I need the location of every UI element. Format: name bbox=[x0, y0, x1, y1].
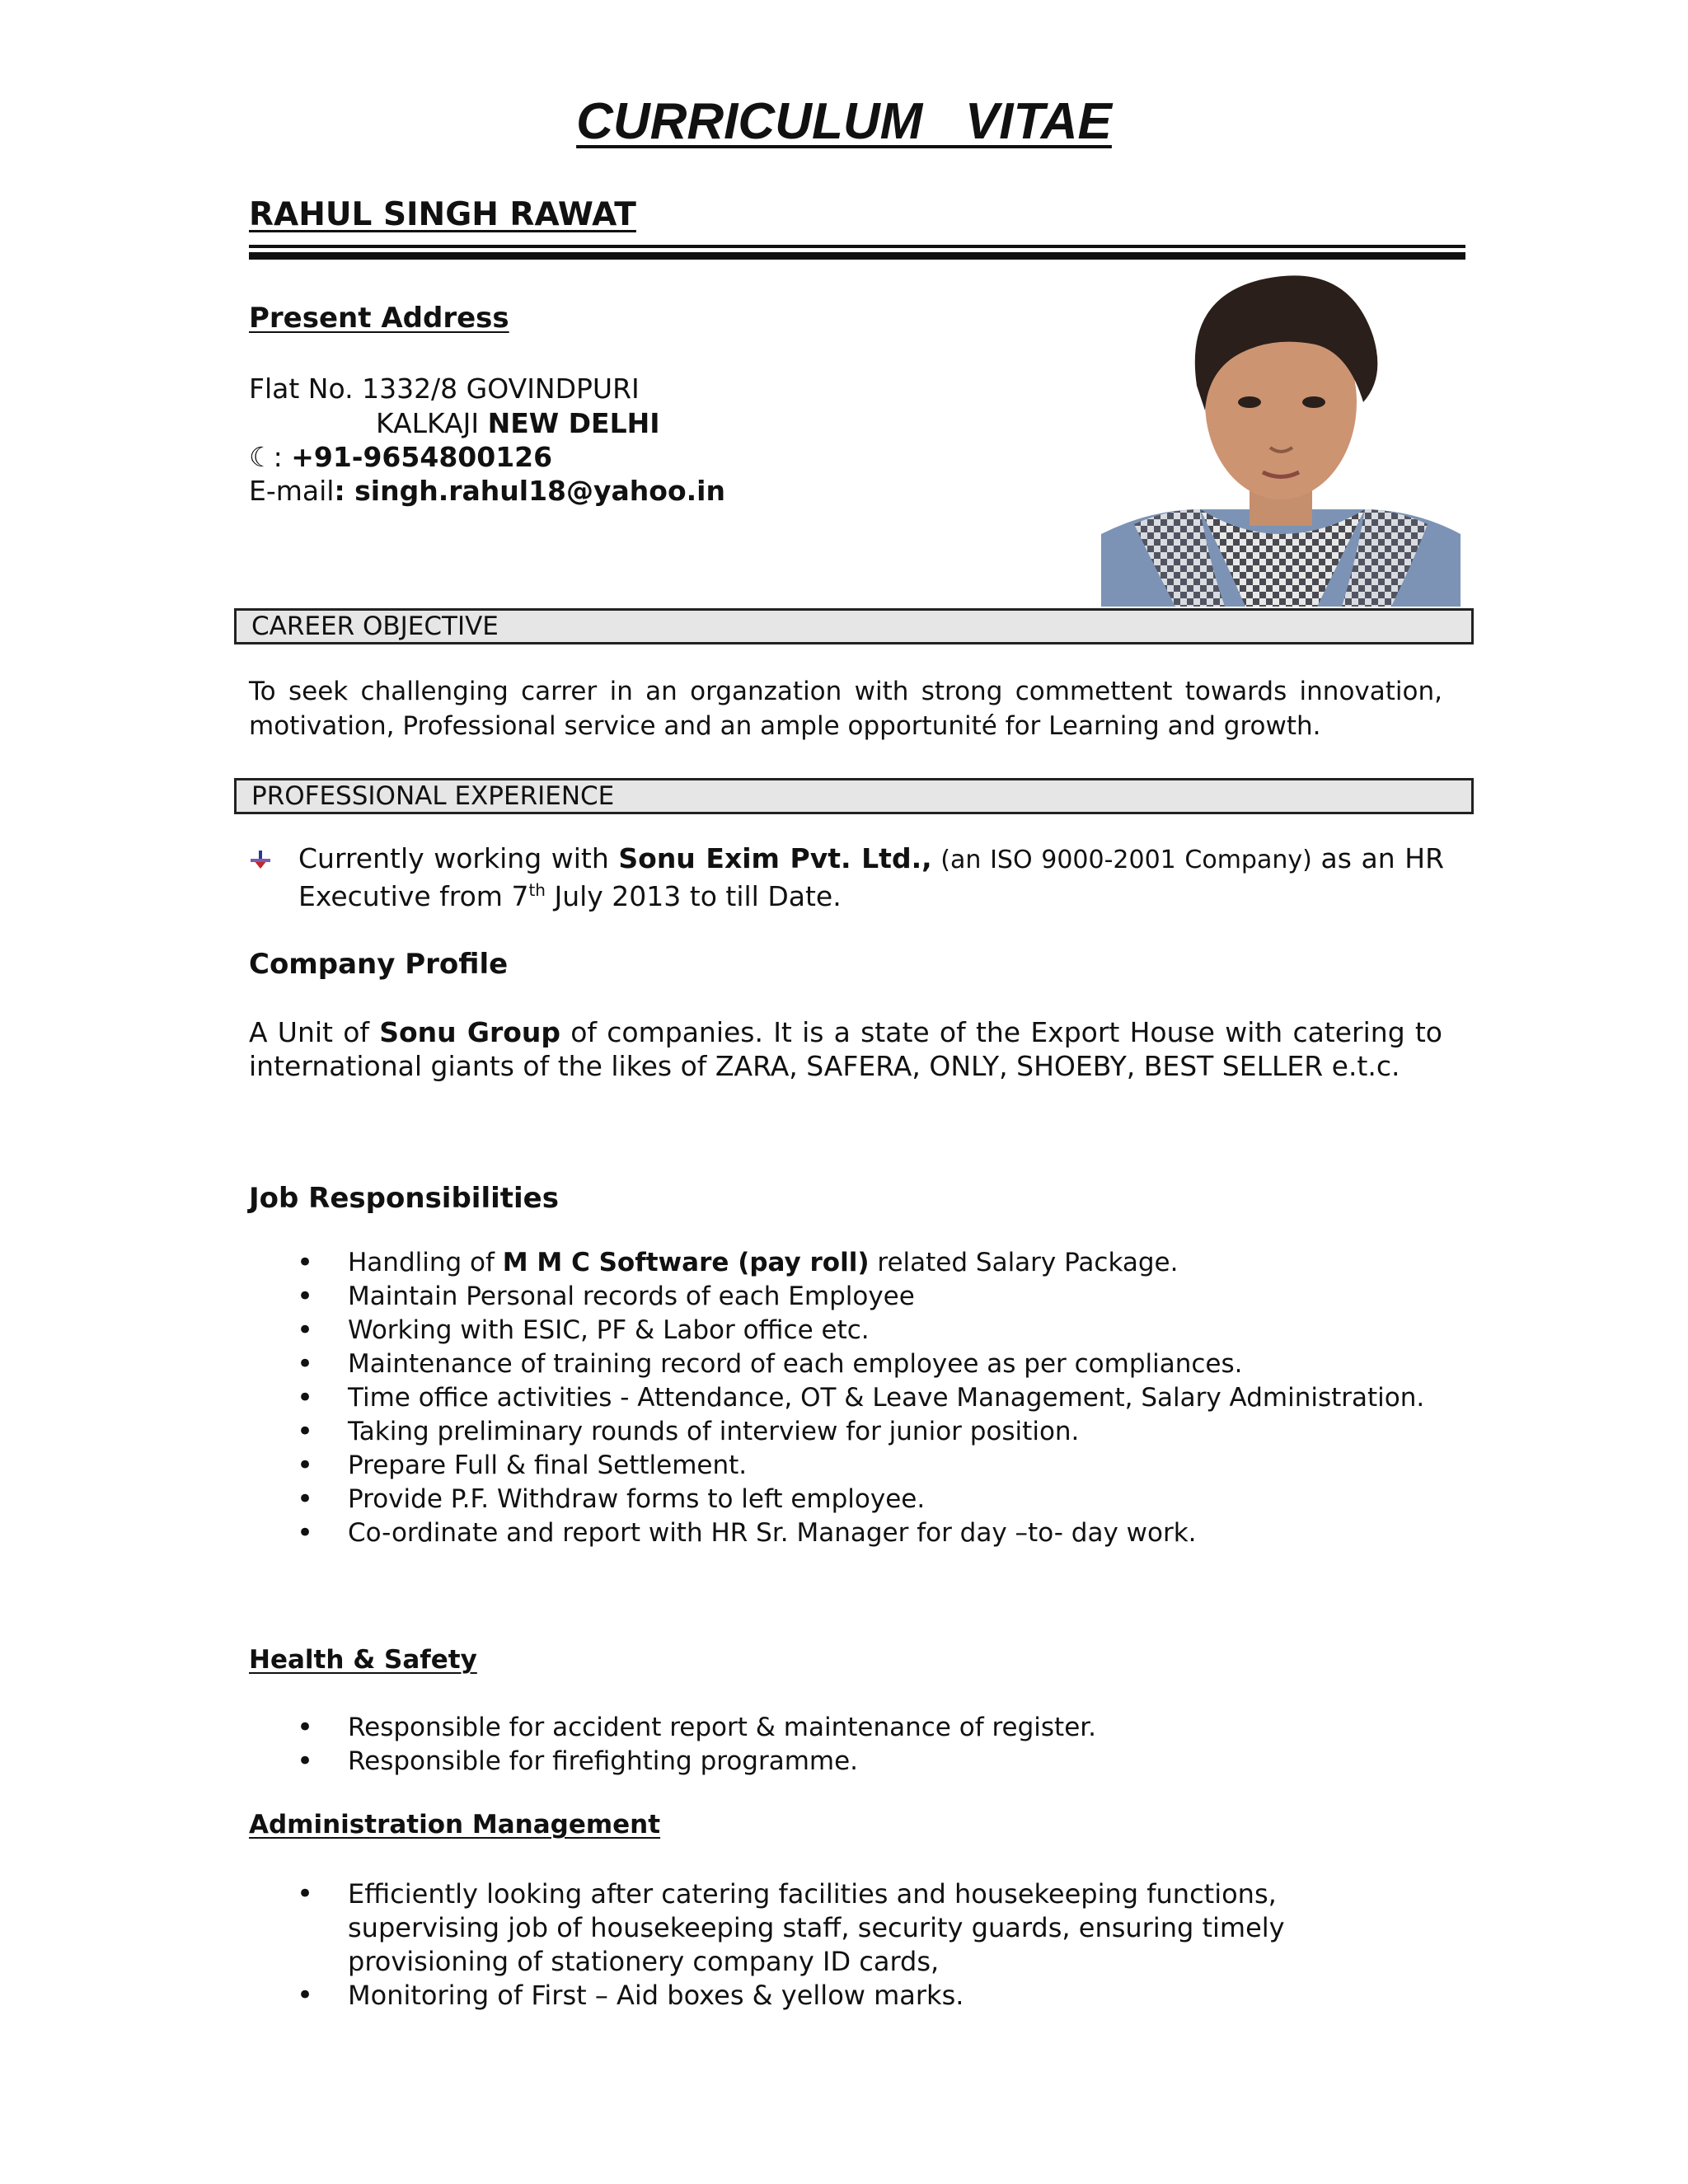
list-item: • Maintenance of training record of each employee as per compliances. bbox=[249, 1347, 1424, 1381]
list-item: • Prepare Full & final Settlement. bbox=[249, 1449, 1424, 1483]
document-title: CURRICULUM VITAE bbox=[576, 93, 1112, 150]
career-objective-heading: CAREER OBJECTIVE bbox=[234, 608, 1474, 644]
list-item: • Co-ordinate and report with HR Sr. Manager for day –to- day work. bbox=[249, 1516, 1424, 1550]
present-address-heading: Present Address bbox=[249, 302, 509, 335]
administration-management-list bbox=[249, 1877, 1353, 2013]
arrow-bullet-icon bbox=[249, 849, 272, 874]
company-profile-text: A Unit of Sonu Group of companies. It is a state of the Export House with catering to international giants of the likes of ZARA, SAFERA, ONLY, SHOEBY, BEST SELLER e.t.c. bbox=[249, 1016, 1442, 1082]
candidate-name: RAHUL SINGH RAWAT bbox=[249, 196, 636, 233]
header-rule-thin bbox=[249, 245, 1465, 248]
career-objective-text: To seek challenging carrer in an organzation with strong commettent towards innovation, motivation, Professional service and an ample opportunité for Learning and growth. bbox=[249, 677, 1442, 741]
job-responsibilities-heading: Job Responsibilities bbox=[249, 1182, 559, 1215]
address-line-1: Flat No. 1332/8 GOVINDPURI bbox=[249, 373, 640, 405]
list-item: • Time office activities - Attendance, OT & Leave Management, Salary Administration. bbox=[249, 1381, 1424, 1415]
company-profile-heading: Company Profile bbox=[249, 948, 509, 981]
administration-management-heading: Administration Management bbox=[249, 1810, 661, 1840]
list-item: • Maintain Personal records of each Employee bbox=[249, 1280, 1424, 1314]
experience-line-1: Currently working with Sonu Exim Pvt. Ltd., (an ISO 9000-2001 Company) as an HR bbox=[298, 842, 1444, 874]
list-item: • Responsible for accident report & maintenance of register. bbox=[249, 1711, 1096, 1745]
email-line: E-mail: singh.rahul18@yahoo.in bbox=[249, 475, 725, 507]
address-line-2: KALKAJI NEW DELHI bbox=[376, 407, 660, 439]
list-item: • Provide P.F. Withdraw forms to left employee. bbox=[249, 1483, 1424, 1516]
list-item: • Working with ESIC, PF & Labor office etc. bbox=[249, 1314, 1424, 1347]
profile-photo bbox=[1101, 262, 1461, 607]
list-item: • Responsible for firefighting programme. bbox=[249, 1745, 1096, 1779]
header-rule-thick bbox=[249, 252, 1465, 260]
phone-icon: ☾ bbox=[249, 441, 274, 473]
professional-experience-heading: PROFESSIONAL EXPERIENCE bbox=[234, 778, 1474, 814]
experience-line-2: Executive from 7th July 2013 to till Date. bbox=[298, 880, 842, 912]
list-item: • Efficiently looking after catering facilities and housekeeping functions, supervising job of housekeeping staff, security guards, ensuring timely provisioning of stationery company ID cards, bbox=[249, 1877, 1353, 1979]
health-safety-heading: Health & Safety bbox=[249, 1645, 477, 1675]
list-item: • Monitoring of First – Aid boxes & yellow marks. bbox=[249, 1979, 1353, 2013]
list-item: • Taking preliminary rounds of interview for junior position. bbox=[249, 1415, 1424, 1449]
health-safety-list bbox=[249, 1711, 1096, 1779]
phone-line: ☾: +91-9654800126 bbox=[249, 441, 553, 473]
list-item: • Handling of M M C Software (pay roll) related Salary Package. bbox=[249, 1246, 1424, 1280]
job-responsibilities-list bbox=[249, 1246, 1424, 1550]
